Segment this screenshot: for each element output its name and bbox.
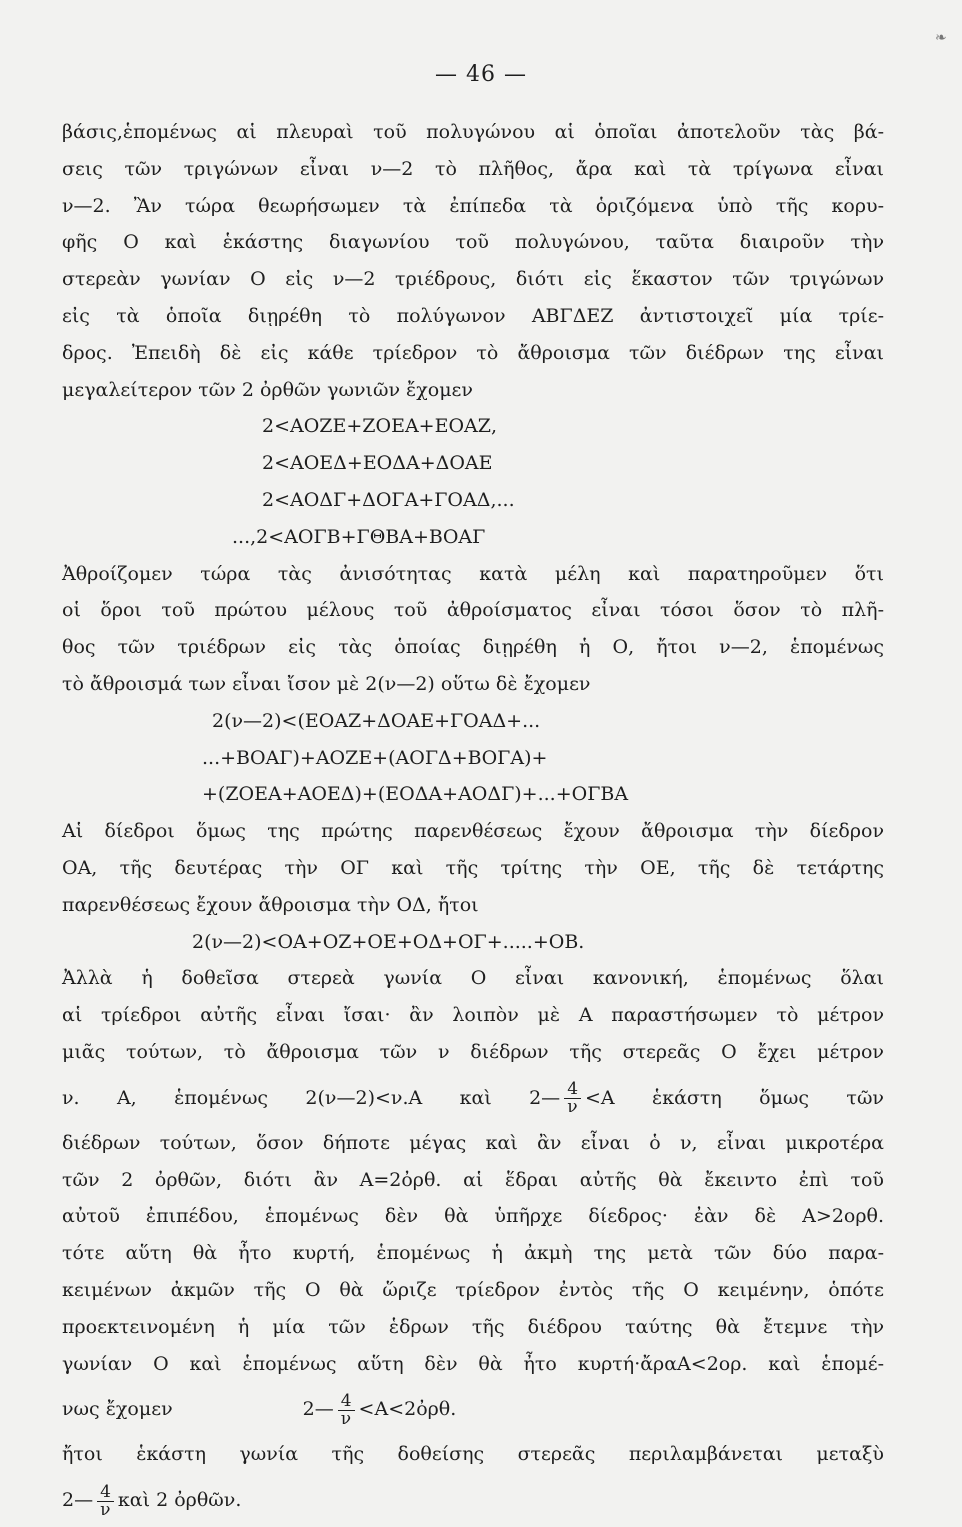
text-line: προεκτεινομένη ἡ μία τῶν ἑδρων τῆς διέδρου ταύτης θὰ ἔτεμνε τὴν	[62, 1315, 884, 1338]
text-line: στερεὰν γωνίαν Ο εἰς ν—2 τριέδρους, διότι εἰς ἕκαστον τῶν τριγώνων	[62, 268, 884, 291]
fraction-denominator: ν	[340, 1408, 352, 1429]
math-line: ...,2<ΑΟΓΒ+ΓΘΒΑ+ΒΟΑΓ	[232, 525, 486, 548]
text-line: ἤτοι ἑκάστη γωνία τῆς δοθείσης στερεᾶς περιλαμβάνεται μεταξὺ	[62, 1443, 884, 1466]
fraction	[97, 1481, 114, 1520]
math-line: 2(ν—2)<(ΕΟΑΖ+ΔΟΑΕ+ΓΟΑΔ+...	[212, 709, 541, 732]
math-line: 2<ΑΟΖΕ+ΖΟΕΑ+ΕΟΑΖ,	[262, 415, 497, 438]
text-line: κειμένων ἀκμῶν τῆς Ο θὰ ὥριζε τρίεδρον ἐντὸς τῆς Ο κειμένην, ὁπότε	[62, 1278, 884, 1301]
text-line: σεις τῶν τριγώνων εἶναι ν—2 τὸ πλῆθος, ἄρα καὶ τὰ τρίγωνα εἶναι	[62, 157, 884, 180]
text-segment: <Α<2ὀρθ.	[358, 1398, 457, 1421]
math-line: 2<ΑΟΕΔ+ΕΟΔΑ+ΔΟΑΕ	[262, 452, 493, 475]
text-line-fraction	[62, 1071, 884, 1125]
text-line: δρος. Ἐπειδὴ δὲ εἰς κάθε τρίεδρον τὸ ἄθροισμα τῶν διέδρων της εἶναι	[62, 341, 884, 364]
text-segment: <Α ἑκάστη ὅμως τῶν	[585, 1086, 884, 1109]
body-text	[62, 114, 884, 1527]
text-line: φῆς Ο καὶ ἑκάστης διαγωνίου τοῦ πολυγώνου, ταῦτα διαιροῦν τὴν	[62, 231, 884, 254]
fraction-numerator: 4	[338, 1393, 355, 1411]
text-line: θος τῶν τριέδρων εἰς τὰς ὁποίας διῃρέθη ἡ Ο, ἤτοι ν—2, ἑπομένως	[62, 636, 884, 659]
text-line: Αἱ δίεδροι ὅμως της πρώτης παρενθέσεως ἔχουν ἄθροισμα τὴν δίεδρον	[62, 820, 884, 843]
fraction-denominator: ν	[100, 1499, 111, 1520]
text-line: μεγαλείτερον τῶν 2 ὀρθῶν γωνιῶν ἔχομεν	[62, 378, 473, 401]
text-line: παρενθέσεως ἔχουν ἄθροισμα τὴν ΟΔ, ἤτοι	[62, 893, 479, 916]
text-line: τὸ ἄθροισμά των εἶναι ἴσον μὲ 2(ν—2) οὕτω δὲ ἔχομεν	[62, 672, 591, 695]
math-line: +(ΖΟΕΑ+ΑΟΕΔ)+(ΕΟΔΑ+ΑΟΔΓ)+...+ΟΓΒΑ	[202, 783, 629, 806]
fraction-numerator: 4	[564, 1081, 581, 1099]
text-line: αἱ τρίεδροι αὐτῆς εἶναι ἴσαι· ἂν λοιπὸν μὲ Α παραστήσωμεν τὸ μέτρον	[62, 1004, 884, 1027]
text-line: οἱ ὅροι τοῦ πρώτου μέλους τοῦ ἀθροίσματος εἶναι τόσοι ὅσον τὸ πλῆ-	[62, 599, 884, 622]
text-segment: νως ἔχομεν	[62, 1398, 173, 1421]
text-line: ΟΑ, τῆς δευτέρας τὴν ΟΓ καὶ τῆς τρίτης τὴν ΟΕ, τῆς δὲ τετάρτης	[62, 856, 884, 879]
fraction	[338, 1390, 355, 1429]
math-line: ...+ΒΟΑΓ)+ΑΟΖΕ+(ΑΟΓΔ+ΒΟΓΑ)+	[202, 746, 548, 769]
scan-mark-icon: ❧	[935, 30, 947, 46]
text-segment: 2—	[62, 1489, 94, 1512]
text-line-fraction	[62, 1382, 884, 1436]
math-line: 2<ΑΟΔΓ+ΔΟΓΑ+ΓΟΑΔ,...	[262, 488, 515, 511]
text-segment: 2—	[302, 1398, 334, 1421]
text-line: Ἀθροίζομεν τώρα τὰς ἀνισότητας κατὰ μέλη καὶ παρατηροῦμεν ὅτι	[62, 562, 884, 585]
page-number: — 46 —	[435, 62, 527, 87]
text-segment: ν. Α, ἑπομένως 2(ν—2)<ν.Α καὶ 2—	[62, 1086, 561, 1109]
text-line: βάσις,ἑπομένως αἱ πλευραὶ τοῦ πολυγώνου αἱ ὁποῖαι ἀποτελοῦν τὰς βά-	[62, 121, 884, 143]
text-line-fraction	[62, 1473, 884, 1527]
fraction-numerator: 4	[97, 1484, 114, 1502]
fraction-denominator: ν	[567, 1097, 578, 1118]
text-line: τότε αὕτη θὰ ἦτο κυρτή, ἑπομένως ἡ ἀκμὴ της μετὰ τῶν δύο παρα-	[62, 1242, 884, 1265]
text-line: μιᾶς τούτων, τὸ ἄθροισμα τῶν ν διέδρων τῆς στερεᾶς Ο ἔχει μέτρον	[62, 1040, 884, 1063]
text-line: Ἀλλὰ ἡ δοθεῖσα στερεὰ γωνία Ο εἶναι κανονική, ἑπομένως ὅλαι	[62, 967, 884, 990]
text-line: εἰς τὰ ὁποῖα διῃρέθη τὸ πολύγωνον ΑΒΓΔΕΖ ἀντιστοιχεῖ μία τρίε-	[62, 304, 884, 327]
math-line: 2(ν—2)<ΟΑ+ΟΖ+ΟΕ+ΟΔ+ΟΓ+.....+ΟΒ.	[192, 930, 585, 953]
text-line: ν—2. Ἂν τώρα θεωρήσωμεν τὰ ἐπίπεδα τὰ ὁριζόμενα ὑπὸ τῆς κορυ-	[62, 194, 884, 217]
text-line: γωνίαν Ο καὶ ἑπομένως αὕτη δὲν θὰ ἦτο κυρτή·ἄραΑ<2ορ. καὶ ἑπομέ-	[62, 1352, 884, 1375]
fraction	[564, 1081, 581, 1116]
text-line: διέδρων τούτων, ὅσον δήποτε μέγας καὶ ἂν εἶναι ὁ ν, εἶναι μικροτέρα	[62, 1131, 884, 1154]
text-line: αὐτοῦ ἐπιπέδου, ἑπομένως δὲν θὰ ὑπῆρχε δίεδρος· ἐὰν δὲ Α>2ορθ.	[62, 1205, 884, 1228]
text-line: τῶν 2 ὀρθῶν, διότι ἂν Α=2ὀρθ. αἱ ἕδραι αὐτῆς θὰ ἔκειντο ἐπὶ τοῦ	[62, 1168, 884, 1191]
text-segment: καὶ 2 ὀρθῶν.	[117, 1489, 242, 1512]
